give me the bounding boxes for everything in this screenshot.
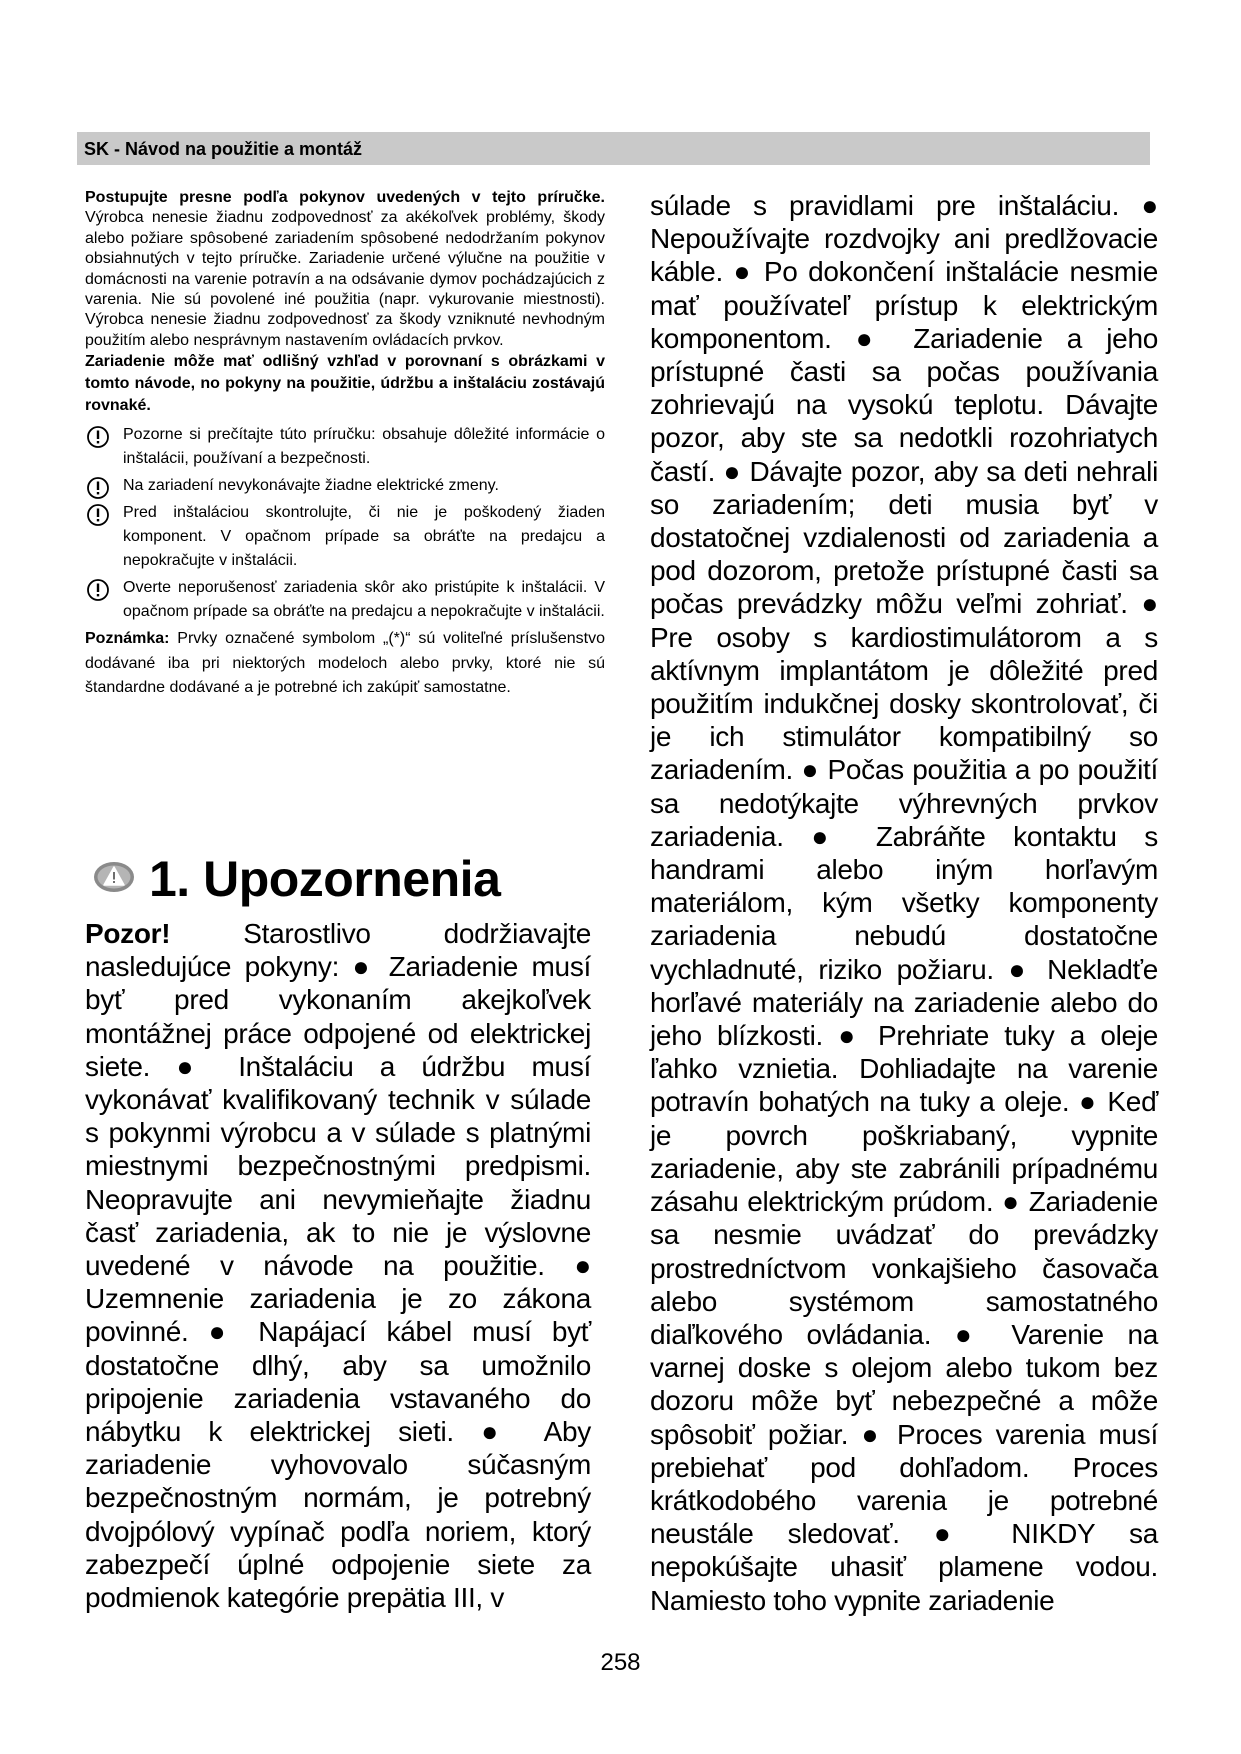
warnings-right-text: súlade s pravidlami pre inštaláciu. ● Nepoužívajte rozdvojky ani predlžovacie káble. ● Po dokončení inštalácie nesmie mať používateľ prístup k elektrickým komponentom. ● Zariadenie a jeho prístupné časti sa počas používania zohrievajú na vysokú teplotu. Dávajte pozor, aby ste sa nedotkli rozohriatych častí. ● Dávajte pozor, aby sa deti nehrali so zariadením; deti musia byť v dostatočnej vzdialenosti od zariadenia a pod dozorom, pretože prístupné časti sa počas prevádzky môžu veľmi zohriať. ● Pre osoby s kardiostimulátorom a s aktívnym implantátom je dôležité pred použitím indukčnej dosky skontrolovať, či je ich stimulátor kompatibilný so zariadením. ● Počas použitia a po použití sa nedotýkajte výhrevných prvkov zariadenia. ● Zabráňte kontaktu s handrami alebo iným horľavým materiálom, kým všetky komponenty zariadenia nebudú dostatočne vychladnuté, riziko požiaru. ● Nekladťe horľavé materiály na zariadenie alebo do jeho blízkosti. ● Prehriate tuky a oleje ľahko vznietia. Dohliadajte na varenie potravín bohatých na tuky a oleje. ● Keď je povrch poškriabaný, vypnite zariadenie, aby ste zabránili prípadnému zásahu elektrickým prúdom. ● Zariadenie sa nesmie uvádzať do prevádzky prostredníctvom vonkajšieho časovača alebo systémom samostatného diaľkového ovládania. ● Varenie na varnej doske s olejom alebo tukom bez dozoru môže byť nebezpečné a môže spôsobiť požiar. ● Proces varenia musí prebiehať pod dohľadom. Proces krátkodobého varenia je potrebné neustále sledovať. ● NIKDY sa nepokúšajte uhasiť plamene vodou. Namiesto toho vypnite zariadenie [650, 190, 1158, 1616]
intro-text: Výrobca nenesie žiadnu zodpovednosť za akékoľvek problémy, škody alebo požiare spôsobené zariadením spôsobené nedodržaním pokynov obsiahnutých v tejto príručke. Zariadenie určené výlučne na použitie v domácnosti na varenie potravín a na odsávanie dymov pochádzajúcich z varenia. Nie sú povolené iné použitia (napr. vykurovanie miestnosti). Výrobca nenesie žiadnu zodpovednosť za škody vzniknuté nevhodným použitím alebo nesprávnym nastavením ovládacích prvkov. [85, 209, 605, 349]
header-title: SK - Návod na použitie a montáž [84, 139, 363, 159]
appearance-notice: Zariadenie môže mať odlišný vzhľad v porovnaní s obrázkami v tomto návode, no pokyny na použitie, údržbu a inštaláciu zostávajú rovnaké. [85, 353, 605, 415]
section-header-bar [77, 132, 1150, 165]
warnings-body-left [85, 917, 591, 1614]
intro-lead: Postupujte presne podľa pokynov uvedených v tejto príručke. [85, 189, 605, 206]
warnings-right-column [650, 189, 1158, 1617]
warning-text: Pred inštaláciou skontrolujte, či nie je poškodený žiaden komponent. V opačnom prípade sa obráťte na predajcu a nepokračujte v inštalácii. [123, 504, 605, 570]
warning-text: Na zariadení nevykonávajte žiadne elektrické zmeny. [123, 477, 499, 495]
exclamation-circle-icon [85, 424, 111, 450]
warning-triangle-icon [93, 861, 135, 893]
warning-text: Pozorne si prečítajte túto príručku: obsahuje dôležité informácie o inštalácii, používaní a bezpečnosti. [123, 426, 605, 468]
note-label: Poznámka: [85, 630, 170, 648]
warning-item [85, 423, 605, 471]
warnings-left-column [85, 917, 591, 1614]
attention-lead: Pozor! [85, 918, 171, 949]
warning-item [85, 474, 605, 498]
intro-paragraph [85, 188, 605, 351]
warning-text: Overte neporušenosť zariadenia skôr ako pristúpite k inštalácii. V opačnom prípade sa obráťte na predajcu a nepokračujte v inštalácii. [123, 579, 605, 621]
exclamation-circle-icon [85, 475, 111, 501]
page-number: 258 [600, 1649, 641, 1676]
warning-item [85, 501, 605, 573]
intro-column [85, 188, 605, 701]
exclamation-circle-icon [85, 502, 111, 528]
warning-item [85, 576, 605, 624]
note-paragraph [85, 627, 605, 701]
section-title: 1. Upozornenia [149, 851, 501, 907]
note-text: Prvky označené symbolom „(*)“ sú voliteľné príslušenstvo dodávané iba pri niektorých modeloch alebo prvky, ktoré nie sú štandardne dodávané a je potrebné ich zakúpiť samostatne. [85, 630, 605, 697]
section-heading [93, 848, 613, 916]
warning-list [85, 423, 605, 624]
warnings-left-text: Starostlivo dodržiavajte nasledujúce pokyny: ● Zariadenie musí byť pred vykonaním akejkoľvek montážnej práce odpojené od elektrickej siete. ● Inštaláciu a údržbu musí vykonávať kvalifikovaný technik v súlade s pokynmi výrobcu a v súlade s platnými miestnymi bezpečnostnými predpismi. Neopravujte ani nevymieňajte žiadnu časť zariadenia, ak to nie je výslovne uvedené v návode na použitie. ● Uzemnenie zariadenia je zo zákona povinné. ● Napájací kábel musí byť dostatočne dlhý, aby sa umožnilo pripojenie zariadenia vstavaného do nábytku k elektrickej sieti. ● Aby zariadenie vyhovovalo súčasným bezpečnostným normám, je potrebný dvojpólový vypínač podľa noriem, ktorý zabezpečí úplné odpojenie siete za podmienok kategórie prepätia III, v [85, 918, 591, 1614]
exclamation-circle-icon [85, 577, 111, 603]
